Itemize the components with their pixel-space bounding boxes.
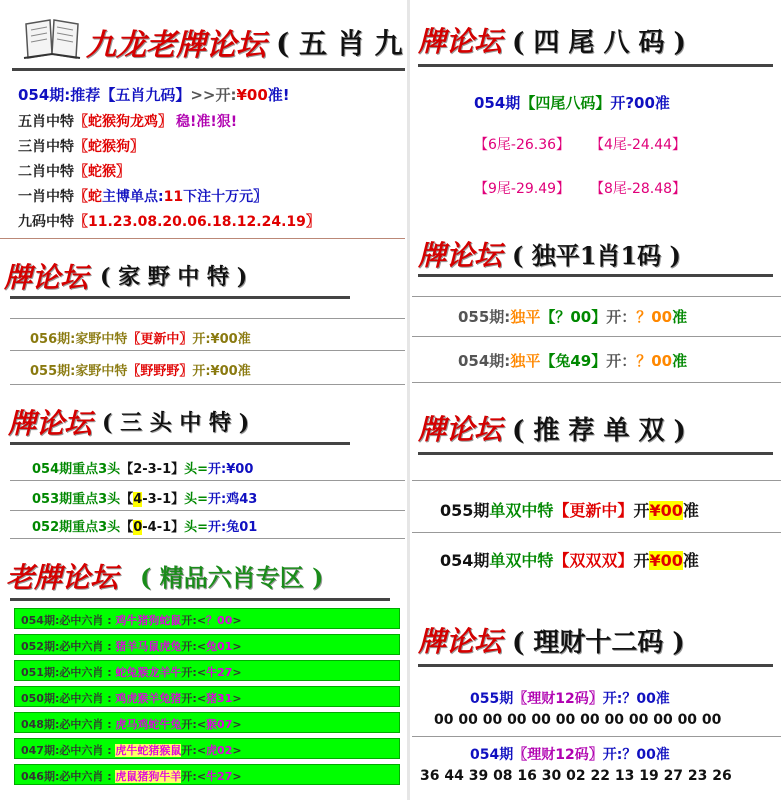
pick-text: 【？00】	[540, 308, 607, 326]
panel-santou-zhongte	[0, 394, 405, 544]
open-text: 开：	[606, 308, 637, 326]
zodiac-text: 虎牛蛇猪猴鼠	[115, 744, 182, 757]
ok-text: 准!	[267, 86, 290, 104]
period-text: 055期	[440, 501, 490, 520]
row-separator	[412, 736, 781, 737]
result-text: 猪31	[206, 692, 233, 705]
row-wuxiao	[18, 111, 237, 131]
liuxiao-row	[14, 712, 400, 733]
panel-siwei-bama	[412, 0, 781, 220]
panel-title-red: 牌论坛	[418, 625, 503, 658]
open-text: 开:<	[181, 614, 207, 627]
header-line	[474, 92, 670, 113]
row-content: 〖蛇猴狗龙鸡〗	[74, 114, 172, 130]
period-text: 046期:必中六肖 :	[21, 770, 116, 783]
row-separator	[10, 384, 405, 385]
zodiac-text: 猪羊马鼠虎兔	[115, 640, 182, 653]
row-052	[32, 516, 257, 535]
period-text: 056期:家野中特	[30, 332, 128, 347]
code-text-a: 【	[120, 492, 134, 507]
title-underline	[418, 64, 773, 67]
row-separator	[412, 382, 781, 383]
end-text: >	[232, 770, 242, 783]
code-text-b: -3-1】	[142, 492, 185, 507]
row-separator	[10, 538, 405, 539]
code-text-hl: 0	[133, 520, 143, 535]
zodiac-text: 蛇兔猴龙羊牛	[115, 666, 182, 679]
open-text: 开:<	[181, 640, 207, 653]
row-content: 〖11.23.08.20.06.18.12.24.19〗	[74, 214, 320, 230]
value-text: ？00	[636, 352, 673, 370]
panel-title-red: 牌论坛	[418, 239, 503, 272]
row-055	[458, 306, 687, 327]
pick-text: 【更新中】	[553, 501, 634, 520]
period-text: 052期:必中六肖 :	[21, 640, 116, 653]
column-divider	[407, 0, 410, 800]
header-line	[18, 84, 290, 105]
panel-title-black: ( 家 野 中 特 )	[100, 264, 248, 290]
tag-text: 〖更新中〗	[127, 332, 193, 347]
row-054	[458, 350, 687, 371]
row-separator	[10, 350, 405, 351]
panel-bottom-line	[0, 238, 405, 239]
panel-title-black: ( 三 头 中 特 )	[102, 410, 250, 436]
row-056	[30, 328, 251, 347]
liuxiao-row	[14, 608, 400, 629]
row-separator	[412, 532, 781, 533]
row-jiuma	[18, 211, 320, 231]
row-054-numbers: 36 44 39 08 16 30 02 22 13 19 27 23 26	[420, 768, 732, 784]
row-label: 九码中特	[18, 214, 74, 230]
liuxiao-row	[14, 686, 400, 707]
zodiac-text: 鸡虎猴羊兔猪	[115, 692, 182, 705]
period-text: 054期:推荐	[18, 86, 101, 104]
open-text: 开:¥00	[208, 462, 254, 477]
result-text: ？00	[206, 614, 233, 627]
row-separator	[412, 296, 781, 297]
panel-title-red: 牌论坛	[8, 407, 93, 440]
period-text: 048期:必中六肖 :	[21, 718, 116, 731]
row-separator	[412, 480, 781, 481]
ok-text: 准	[672, 308, 688, 326]
tag-text: 【五肖九码】	[100, 86, 191, 104]
ok-text: 准	[682, 551, 699, 570]
end-text: >	[232, 692, 242, 705]
code-text-b: -4-1】	[142, 520, 185, 535]
period-text: 054期重点3头	[32, 462, 121, 477]
result-text: 兔01	[206, 640, 233, 653]
result-text: 牛27	[206, 666, 233, 679]
title-underline	[418, 452, 773, 455]
head-text: 头=	[184, 492, 209, 507]
panel-title-black: ( 推 荐 单 双 )	[512, 416, 686, 446]
open-text: 开:<	[181, 718, 207, 731]
open-book-icon	[22, 14, 82, 62]
end-text: >	[232, 744, 242, 757]
result-text: 牛27	[206, 770, 233, 783]
pick-text: 【兔49】	[540, 352, 607, 370]
liuxiao-row	[14, 634, 400, 655]
title-underline	[10, 442, 350, 445]
panel-liuxiao-zhuanqu	[0, 546, 405, 800]
title-underline	[10, 296, 350, 299]
tail-8: 【8尾-28.48】	[590, 181, 687, 197]
row-054	[32, 458, 253, 477]
zodiac-text: 虎鼠猪狗牛羊	[115, 770, 182, 783]
type-text: 单双中特	[489, 551, 554, 570]
row-sanxiao	[18, 136, 144, 156]
result-text: 猴07	[206, 718, 233, 731]
row-content-d: 下注十万元〗	[183, 189, 268, 205]
open-text: 开:<	[181, 744, 207, 757]
period-text: 054期	[440, 551, 490, 570]
title-underline	[10, 598, 390, 601]
row-separator	[412, 336, 781, 337]
code-text-hl: 4	[133, 492, 143, 507]
open-text: 开:兔01	[208, 520, 258, 535]
tail-9: 【9尾-29.49】	[474, 181, 571, 197]
row-separator	[10, 480, 405, 481]
row-extra: 稳!准!狠!	[176, 114, 238, 130]
title-underline	[12, 68, 405, 71]
row-label: 二肖中特	[18, 164, 74, 180]
row-content: 〖蛇猴〗	[74, 164, 130, 180]
zodiac-text: 虎马鸡蛇牛兔	[115, 718, 182, 731]
panel-title-red: 老牌论坛	[6, 561, 119, 594]
end-text: >	[232, 718, 242, 731]
tag-text: 〖理财12码〗	[513, 747, 603, 763]
open-text: 开:<	[181, 770, 207, 783]
ok-text: 准	[682, 501, 699, 520]
panel-title-red: 牌论坛	[4, 261, 89, 294]
open-text: 开:	[602, 747, 623, 763]
open-text: 开	[633, 551, 650, 570]
row-label: 三肖中特	[18, 139, 74, 155]
panel-title-black: ( 理财十二码 )	[512, 628, 685, 658]
panel-title-black: ( 五 肖 九	[276, 27, 403, 60]
panel-title-red: 牌论坛	[418, 25, 503, 58]
panel-title-red: 牌论坛	[418, 413, 503, 446]
code-text: 【2-3-1】	[120, 462, 185, 477]
period-text: 054期:	[458, 352, 511, 370]
tag-text: 〖野野野〗	[127, 364, 193, 379]
row-label: 一肖中特	[18, 189, 74, 205]
row-content-c: 11	[163, 189, 184, 205]
head-text: 头=	[184, 520, 209, 535]
panel-title-red: 九龙老牌论坛	[86, 28, 266, 63]
tag-text: 〖理财12码〗	[513, 691, 603, 707]
row-yixiao	[18, 186, 267, 206]
panel-danshuang	[412, 392, 781, 588]
title-underline	[418, 274, 773, 277]
row-053	[32, 488, 257, 507]
end-text: >	[232, 666, 242, 679]
open-text: >>开:	[190, 86, 237, 104]
panel-duping	[412, 222, 781, 390]
end-text: >	[232, 640, 242, 653]
panel-licai-12ma	[412, 592, 781, 800]
period-text: 055期:	[458, 308, 511, 326]
open-text: 开:¥00准	[192, 364, 251, 379]
row-label: 五肖中特	[18, 114, 74, 130]
value-text: ¥00	[649, 551, 683, 570]
row-054	[440, 548, 699, 571]
panel-title-green: ( 精品六肖专区 )	[140, 563, 324, 592]
open-text: 开:¥00准	[192, 332, 251, 347]
period-text: 055期:家野中特	[30, 364, 128, 379]
period-text: 050期:必中六肖 :	[21, 692, 116, 705]
panel-wuxiao-jiuma	[0, 0, 405, 240]
open-text: 开：	[606, 352, 637, 370]
end-text: >	[232, 614, 242, 627]
type-text: 独平	[510, 352, 541, 370]
liuxiao-row	[14, 764, 400, 785]
panel-title-black: ( 独平1肖1码 )	[512, 241, 681, 270]
head-text: 头=	[184, 462, 209, 477]
open-text: 开:<	[181, 666, 207, 679]
period-text: 054期	[474, 94, 521, 112]
period-text: 053期重点3头	[32, 492, 121, 507]
row-content-b: 主博单点:	[102, 189, 164, 205]
row-054-header	[470, 744, 670, 764]
result-text: 虎02	[206, 744, 233, 757]
period-text: 047期:必中六肖 :	[21, 744, 116, 757]
value-text: ？00准	[622, 691, 670, 707]
zodiac-text: 鸡牛猪狗蛇鼠	[115, 614, 182, 627]
period-text: 052期重点3头	[32, 520, 121, 535]
row-content: 〖蛇猴狗〗	[74, 139, 144, 155]
code-text-a: 【	[120, 520, 134, 535]
open-text: 开:鸡43	[208, 492, 258, 507]
open-text: 开:<	[181, 692, 207, 705]
tail-4: 【4尾-24.44】	[590, 137, 687, 153]
row-055	[440, 498, 699, 521]
tail-6: 【6尾-26.36】	[474, 137, 571, 153]
period-text: 051期:必中六肖 :	[21, 666, 116, 679]
panel-title-black: ( 四 尾 八 码 )	[512, 28, 686, 58]
liuxiao-row	[14, 660, 400, 681]
title-underline	[418, 664, 773, 667]
period-text: 054期	[470, 747, 514, 763]
open-text: 开	[633, 501, 650, 520]
value-text: ？00准	[622, 747, 670, 763]
value-text: ¥00	[236, 86, 268, 104]
tag-text: 【四尾八码】	[520, 94, 611, 112]
row-content-a: 〖蛇	[74, 189, 102, 205]
row-055-header	[470, 688, 670, 708]
period-text: 054期:必中六肖 :	[21, 614, 116, 627]
ok-text: 准	[672, 352, 688, 370]
type-text: 独平	[510, 308, 541, 326]
pick-text: 【双双双】	[553, 551, 634, 570]
row-erxiao	[18, 161, 130, 181]
row-055-numbers: 00 00 00 00 00 00 00 00 00 00 00 00	[434, 712, 722, 728]
open-text: 开:	[602, 691, 623, 707]
row-separator	[10, 510, 405, 511]
row-055	[30, 360, 251, 379]
type-text: 单双中特	[489, 501, 554, 520]
value-text: ¥00	[649, 501, 683, 520]
panel-jiaye-zhongte	[0, 244, 405, 392]
value-text: ？00	[636, 308, 673, 326]
liuxiao-row	[14, 738, 400, 759]
row-separator	[10, 318, 405, 319]
period-text: 055期	[470, 691, 514, 707]
open-text: 开?00准	[610, 94, 670, 112]
